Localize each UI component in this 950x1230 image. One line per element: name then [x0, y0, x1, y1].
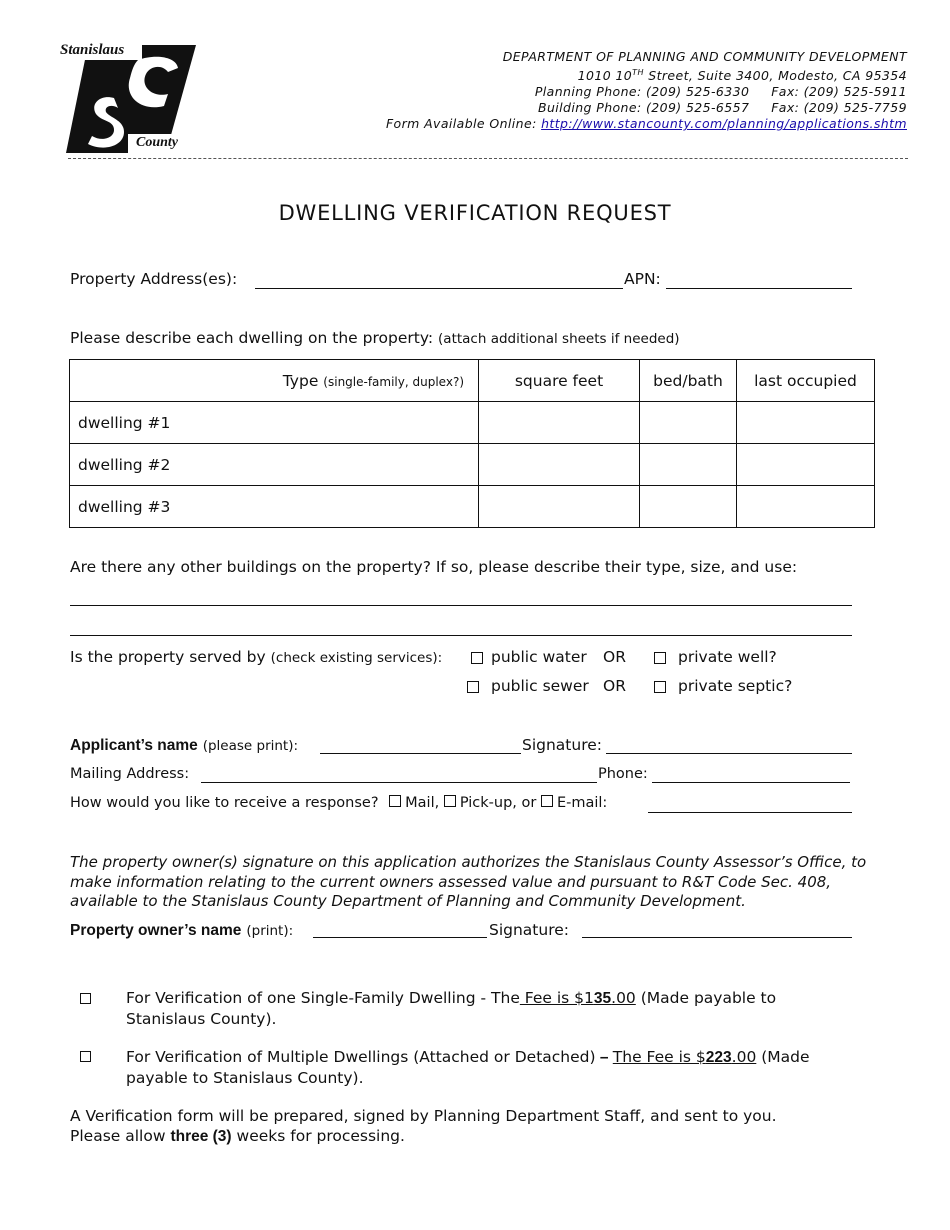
private-septic-checkbox[interactable] [654, 681, 666, 693]
property-address-field[interactable] [255, 288, 623, 289]
county-logo [60, 42, 200, 157]
private-well-checkbox[interactable] [654, 652, 666, 664]
public-sewer-checkbox[interactable] [467, 681, 479, 693]
dwelling-3-occupied[interactable] [737, 486, 875, 528]
planning-phone: Planning Phone: (209) 525-6330 Fax: (209) 525-5911 [534, 84, 907, 100]
footer-text: A Verification form will be prepared, signed by Planning Department Staff, and sent to you. Please allow three (3) weeks for processing. [70, 1107, 777, 1145]
apn-label: APN: [624, 270, 661, 288]
table-row [70, 486, 875, 528]
dwelling-3-bedbath[interactable] [640, 486, 737, 528]
type-header: Type (single-family, duplex?) [70, 360, 479, 402]
property-address-label: Property Address(es): [70, 270, 238, 288]
owner-signature-field[interactable] [582, 937, 852, 938]
response-method-row: How would you like to receive a response? Mail, Pick-up, or E-mail: [70, 795, 608, 811]
applications-link[interactable]: http://www.stancounty.com/planning/applications.shtm [541, 116, 907, 132]
form-online: Form Available Online: http://www.stancounty.com/planning/applications.shtm [385, 116, 907, 132]
apn-field[interactable] [666, 288, 852, 289]
page-title: DWELLING VERIFICATION REQUEST [278, 201, 672, 225]
last-occupied-header: last occupied [737, 360, 875, 402]
or-label-2: OR [603, 677, 626, 695]
public-water-label: public water [491, 648, 587, 666]
dwelling-3-label: dwelling #3 [70, 486, 479, 528]
dwelling-2-bedbath[interactable] [640, 444, 737, 486]
mail-checkbox[interactable] [389, 795, 401, 807]
or-label-1: OR [603, 648, 626, 666]
applicant-signature-field[interactable] [606, 753, 852, 754]
phone-field[interactable] [652, 782, 850, 783]
logo-top-text: Stanislaus [60, 42, 125, 58]
department-header [386, 49, 907, 132]
other-buildings-label: Are there any other buildings on the property? If so, please describe their type, size, and use: [70, 558, 798, 576]
dwelling-1-label: dwelling #1 [70, 402, 479, 444]
public-water-checkbox[interactable] [471, 652, 483, 664]
public-sewer-label: public sewer [491, 677, 589, 695]
mailing-address-label: Mailing Address: [70, 766, 190, 782]
table-row [70, 444, 875, 486]
describe-label: Please describe each dwelling on the property: (attach additional sheets if needed) [70, 329, 680, 347]
dwelling-table [69, 359, 875, 528]
owner-name-field[interactable] [313, 937, 487, 938]
single-family-checkbox[interactable] [80, 993, 91, 1004]
logo-bottom-text: County [136, 135, 179, 150]
dwelling-3-sqft[interactable] [479, 486, 640, 528]
applicant-name-field[interactable] [320, 753, 521, 754]
services-label: Is the property served by (check existing services): [70, 648, 443, 666]
single-family-fee-text: For Verification of one Single-Family Dwelling - The Fee is $135.00 (Made payable to Stanislaus County). [126, 989, 777, 1028]
dept-address: 1010 10TH Street, Suite 3400, Modesto, CA 95354 [577, 68, 907, 84]
private-septic-label: private septic? [678, 677, 793, 695]
dwelling-1-bedbath[interactable] [640, 402, 737, 444]
private-well-label: private well? [678, 648, 777, 666]
sqft-header: square feet [479, 360, 640, 402]
dwelling-2-sqft[interactable] [479, 444, 640, 486]
pickup-checkbox[interactable] [444, 795, 456, 807]
table-header-row [70, 360, 875, 402]
multiple-dwellings-checkbox[interactable] [80, 1051, 91, 1062]
applicant-signature-label: Signature: [522, 736, 602, 754]
phone-label: Phone: [598, 766, 648, 782]
table-row [70, 402, 875, 444]
owner-signature-label: Signature: [489, 921, 569, 939]
authorization-text: The property owner(s) signature on this application authorizes the Stanislaus County Assessor’s Office, to make information relating to the current owners assessed value and pursuant to R&T Code Sec. 408, available to the Stanislaus County Department of Planning and Community Development. [70, 853, 867, 910]
mailing-address-field[interactable] [201, 782, 597, 783]
email-checkbox[interactable] [541, 795, 553, 807]
owner-name-label: Property owner’s name (print): [70, 922, 294, 939]
dwelling-2-label: dwelling #2 [70, 444, 479, 486]
dwelling-1-sqft[interactable] [479, 402, 640, 444]
email-field[interactable] [648, 812, 852, 813]
other-buildings-line-2[interactable] [70, 635, 852, 636]
dwelling-1-occupied[interactable] [737, 402, 875, 444]
applicant-name-label: Applicant’s name (please print): [70, 737, 299, 754]
dept-name: DEPARTMENT OF PLANNING AND COMMUNITY DEVELOPMENT [502, 49, 907, 64]
multiple-dwellings-fee-text: For Verification of Multiple Dwellings (Attached or Detached) – The Fee is $223.00 (Made payable to Stanislaus County). [126, 1048, 810, 1087]
other-buildings-line-1[interactable] [70, 605, 852, 606]
header-divider [68, 158, 908, 159]
bedbath-header: bed/bath [640, 360, 737, 402]
dwelling-2-occupied[interactable] [737, 444, 875, 486]
county-seal-icon [60, 42, 200, 157]
building-phone: Building Phone: (209) 525-6557 Fax: (209) 525-7759 [537, 100, 907, 116]
